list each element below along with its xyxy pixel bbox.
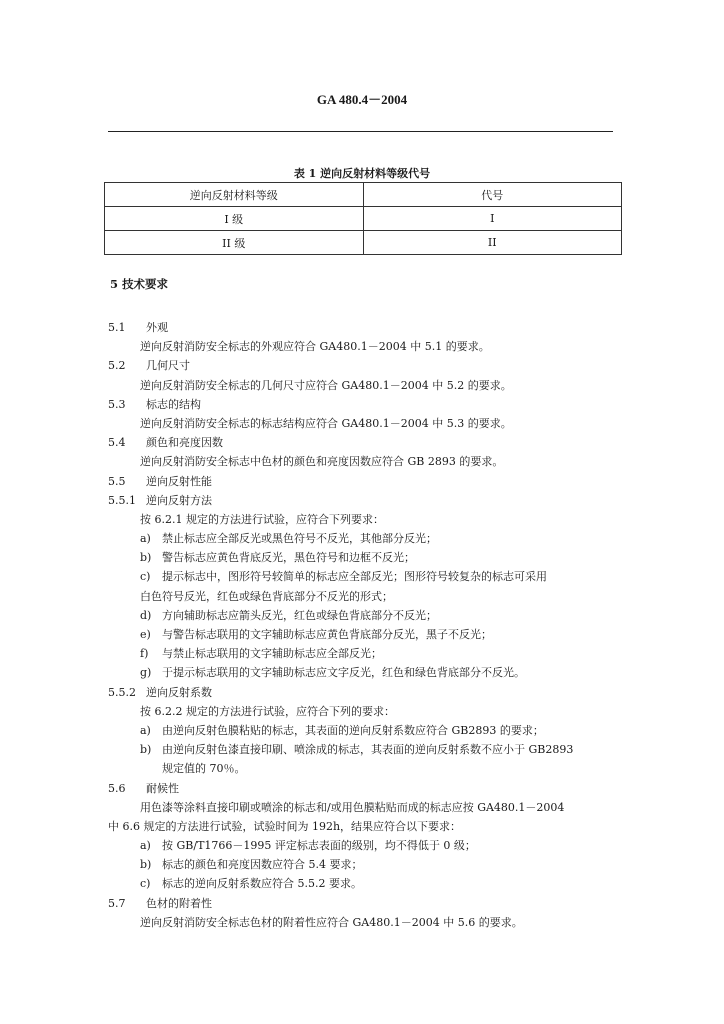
grade-code-table — [104, 182, 622, 255]
paragraph-line: 逆向反射消防安全标志色材的附着性应符合 GA480.1－2004 中 5.6 的要求。 — [140, 915, 523, 929]
list-item: b) 由逆向反射色漆直接印刷、喷涂成的标志，其表面的逆向反射系数不应小于 GB2893 — [140, 743, 574, 757]
col-grade-header: 逆向反射材料等级 — [105, 183, 364, 207]
clause-heading: 5.7 色材的附着性 — [108, 896, 212, 910]
clause-heading: 5.5 逆向反射性能 — [108, 474, 212, 488]
paragraph-line: 按 6.2.2 规定的方法进行试验，应符合下列的要求： — [140, 704, 395, 718]
list-item: c) 提示标志中，图形符号较简单的标志应全部反光；图形符号较复杂的标志可采用 — [140, 570, 547, 584]
table-caption: 表 1 逆向反射材料等级代号 — [293, 167, 431, 180]
list-item-continuation: 规定值的 70％。 — [162, 762, 246, 776]
section-5-body — [108, 318, 618, 932]
clause-heading: 5.3 标志的结构 — [108, 397, 201, 411]
clause-heading: 5.5.1 逆向反射方法 — [108, 493, 212, 507]
list-item: c) 标志的逆向反射系数应符合 5.5.2 要求。 — [140, 877, 362, 891]
table-row — [105, 231, 622, 255]
col-code-header: 代号 — [363, 183, 622, 207]
list-item: a) 按 GB/T1766－1995 评定标志表面的级别，均不得低于 0 级； — [140, 839, 476, 853]
clause-heading: 5.6 耐候性 — [108, 781, 179, 795]
table-row — [105, 207, 622, 231]
paragraph-line: 逆向反射消防安全标志的几何尺寸应符合 GA480.1－2004 中 5.2 的要求。 — [140, 378, 512, 392]
list-item: e) 与警告标志联用的文字辅助标志应黄色背底部分反光，黑子不反光； — [140, 628, 492, 641]
header-rule — [108, 131, 613, 132]
paragraph-line: 按 6.2.1 规定的方法进行试验，应符合下列要求： — [140, 512, 384, 526]
list-item: f) 与禁止标志联用的文字辅助标志应全部反光； — [140, 647, 382, 661]
section-5-title: 5 技术要求 — [110, 277, 169, 291]
clause-heading: 5.1 外观 — [108, 321, 168, 334]
list-item: d) 方向辅助标志应箭头反光，红色或绿色背底部分不反光； — [140, 608, 437, 622]
list-item: b) 标志的颜色和亮度因数应符合 5.4 要求； — [140, 858, 363, 872]
paragraph-line: 逆向反射消防安全标志的外观应符合 GA480.1－2004 中 5.1 的要求。 — [140, 340, 490, 354]
list-item: a) 由逆向反射色膜粘贴的标志，其表面的逆向反射系数应符合 GB2893 的要求； — [140, 723, 544, 737]
grade-cell: II 级 — [105, 231, 364, 255]
code-cell: II — [363, 231, 622, 255]
list-item: a) 禁止标志应全部反光或黑色符号不反光，其他部分反光； — [140, 532, 437, 546]
table-header-row — [105, 183, 622, 207]
list-item-continuation: 白色符号反光，红色或绿色背底部分不反光的形式； — [140, 589, 393, 603]
standard-header: GA 480.4－2004 — [316, 92, 408, 107]
paragraph-line: 中 6.6 规定的方法进行试验，试验时间为 192h，结果应符合以下要求： — [108, 819, 462, 833]
clause-heading: 5.4 颜色和亮度因数 — [108, 436, 223, 450]
clause-heading: 5.5.2 逆向反射系数 — [108, 685, 212, 699]
paragraph-line: 用色漆等涂料直接印刷或喷涂的标志和/或用色膜粘贴而成的标志应按 GA480.1－2004 — [140, 800, 565, 814]
paragraph-line: 逆向反射消防安全标志的标志结构应符合 GA480.1－2004 中 5.3 的要求。 — [140, 416, 512, 430]
paragraph-line: 逆向反射消防安全标志中色材的颜色和亮度因数应符合 GB 2893 的要求。 — [140, 455, 504, 469]
clause-heading: 5.2 几何尺寸 — [108, 359, 190, 373]
grade-cell: I 级 — [105, 207, 364, 231]
list-item: b) 警告标志应黄色背底反光，黑色符号和边框不反光； — [140, 551, 415, 565]
code-cell: I — [363, 207, 622, 231]
list-item: g) 于提示标志联用的文字辅助标志应文字反光，红色和绿色背底部分不反光。 — [140, 666, 525, 680]
